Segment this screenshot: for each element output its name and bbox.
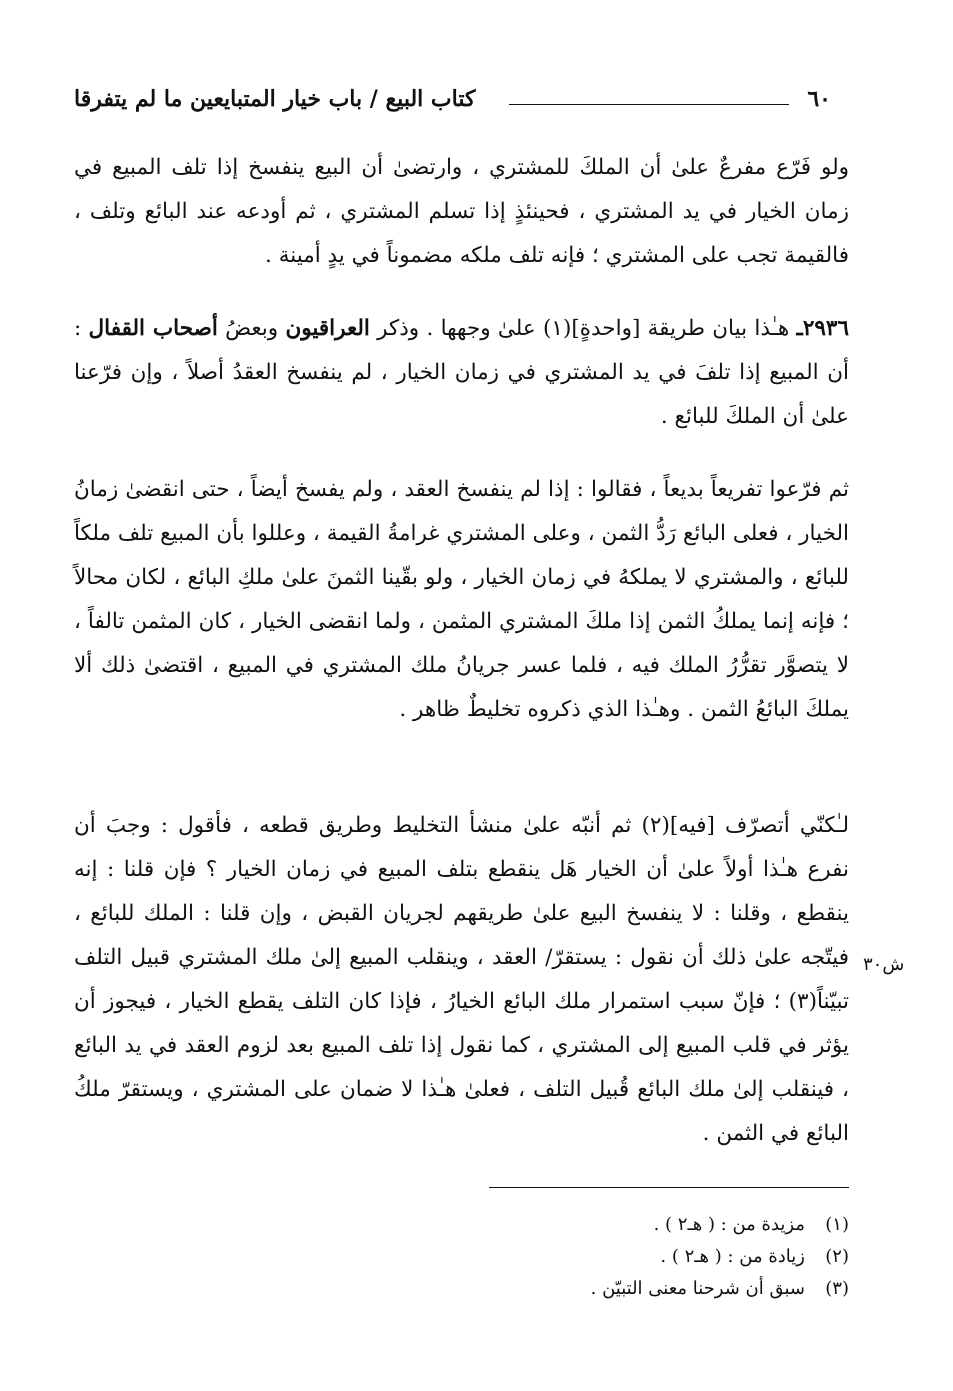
paragraph-text: ولو فَرّع مفرعٌ علىٰ أن الملكَ للمشتري ، وارتضىٰ أن البيع ينفسخ إذا تلف المبيع في زمان الخيار في يد المشتري ، فحينئذٍ إذا تسلم المشتري ، ثم أودعه عند البائع وتلف ، فالقيمة تجب على المشتري ؛ فإنه تلف ملكه مضموناً في يدٍ أمينة . bbox=[74, 155, 849, 268]
margin-manuscript-ref: ش٣٠ bbox=[863, 954, 905, 975]
issue-number: ٢٩٣٦ـ bbox=[796, 316, 850, 341]
footnote-number: (٢) bbox=[825, 1246, 849, 1267]
paragraph-1 bbox=[74, 146, 849, 278]
paragraph-text: لـٰكنّي أتصرّف [فيه](٢) ثم أنبّه علىٰ منشأ التخليط وطريق قطعه ، فأقول : وجبَ أن نفرع هـٰذا أولاً علىٰ أن الخيار هَل ينقطع بتلف المبيع في زمان الخيار ؟ فإن قلنا : إنه ينقطع ، وقلنا : لا ينفسخ البيع علىٰ طريقهم لجريان القبض ، وإن قلنا : الملك للبائع ، فيتّجه علىٰ ذلك أن نقول : يستقرّ/ العقد ، وينقلب المبيع إلىٰ ملك المشتري قبيل التلف تبيّناً(٣) ؛ فإنّ سبب استمرار ملك البائع الخيارُ ، فإذا كان التلف يقطع الخيار ، فيجوز أن يؤثر في قلب المبيع إلى المشتري ، كما نقول إذا تلف المبيع بعد لزوم العقد في يد البائع ، فينقلب إلىٰ ملك البائع قُبيل التلف ، فعلىٰ هـٰذا لا ضمان على المشتري ، ويستقرّ ملكُ البائع في الثمن . bbox=[74, 813, 849, 1146]
bold-term: أصحاب القفال bbox=[88, 316, 218, 341]
footnote-number: (٣) bbox=[825, 1278, 849, 1299]
footnote-text: زيادة من : ( هـ٢ ) . bbox=[660, 1246, 805, 1267]
footnote-text: مزيدة من : ( هـ٢ ) . bbox=[653, 1214, 805, 1235]
page-number: ٦٠ bbox=[807, 86, 831, 112]
footnote bbox=[74, 1209, 849, 1241]
paragraph-text: وبعضُ bbox=[217, 316, 286, 341]
page-header bbox=[74, 86, 849, 122]
bold-term: العراقيون bbox=[285, 316, 370, 341]
document-page bbox=[74, 0, 849, 1391]
footnote bbox=[74, 1241, 849, 1273]
footnote bbox=[74, 1273, 849, 1305]
paragraph-text: هـٰذا بيان طريقة [واحدةٍ](١) علىٰ وجهها . وذكر bbox=[369, 316, 797, 341]
paragraph-3 bbox=[74, 468, 849, 732]
header-rule bbox=[509, 104, 789, 105]
footnote-text: سبق أن شرحنا معنى التبيّن . bbox=[590, 1278, 805, 1299]
footnote-number: (١) bbox=[825, 1214, 849, 1235]
running-title: كتاب البيع / باب خيار المتبايعين ما لم يتفرقا bbox=[74, 86, 476, 112]
footnote-separator bbox=[489, 1187, 849, 1188]
paragraph-4 bbox=[74, 804, 849, 1156]
paragraph-text: : أن المبيع إذا تلفَ في يد المشتري في زمان الخيار ، لم ينفسخ العقدُ أصلاً ، وإن فرّعنا علىٰ أن الملكَ للبائع . bbox=[74, 316, 849, 429]
paragraph-2936 bbox=[74, 307, 849, 439]
footnotes bbox=[74, 1209, 849, 1305]
paragraph-text: ثم فرّعوا تفريعاً بديعاً ، فقالوا : إذا لم ينفسخ العقد ، ولم يفسخ أيضاً ، حتى انقضىٰ زمانُ الخيار ، فعلى البائع رَدُّ الثمن ، وعلى المشتري غرامةُ القيمة ، وعللوا بأن المبيع تلف ملكاً للبائع ، والمشتري لا يملكهُ في زمان الخيار ، ولو بقّينا الثمنَ علىٰ ملكِ البائع ، لكان محالاً ؛ فإنه إنما يملكُ الثمن إذا ملكَ المشتري المثمن ، ولما انقضى الخيار ، كان المثمن تالفاً ، لا يتصوَّر تقرُّرُ الملك فيه ، فلما عسر جريانُ ملك المشتري في المبيع ، اقتضىٰ ذلك ألا يملكَ البائعُ الثمن . وهـٰذا الذي ذكروه تخليطٌ ظاهر . bbox=[74, 477, 849, 722]
